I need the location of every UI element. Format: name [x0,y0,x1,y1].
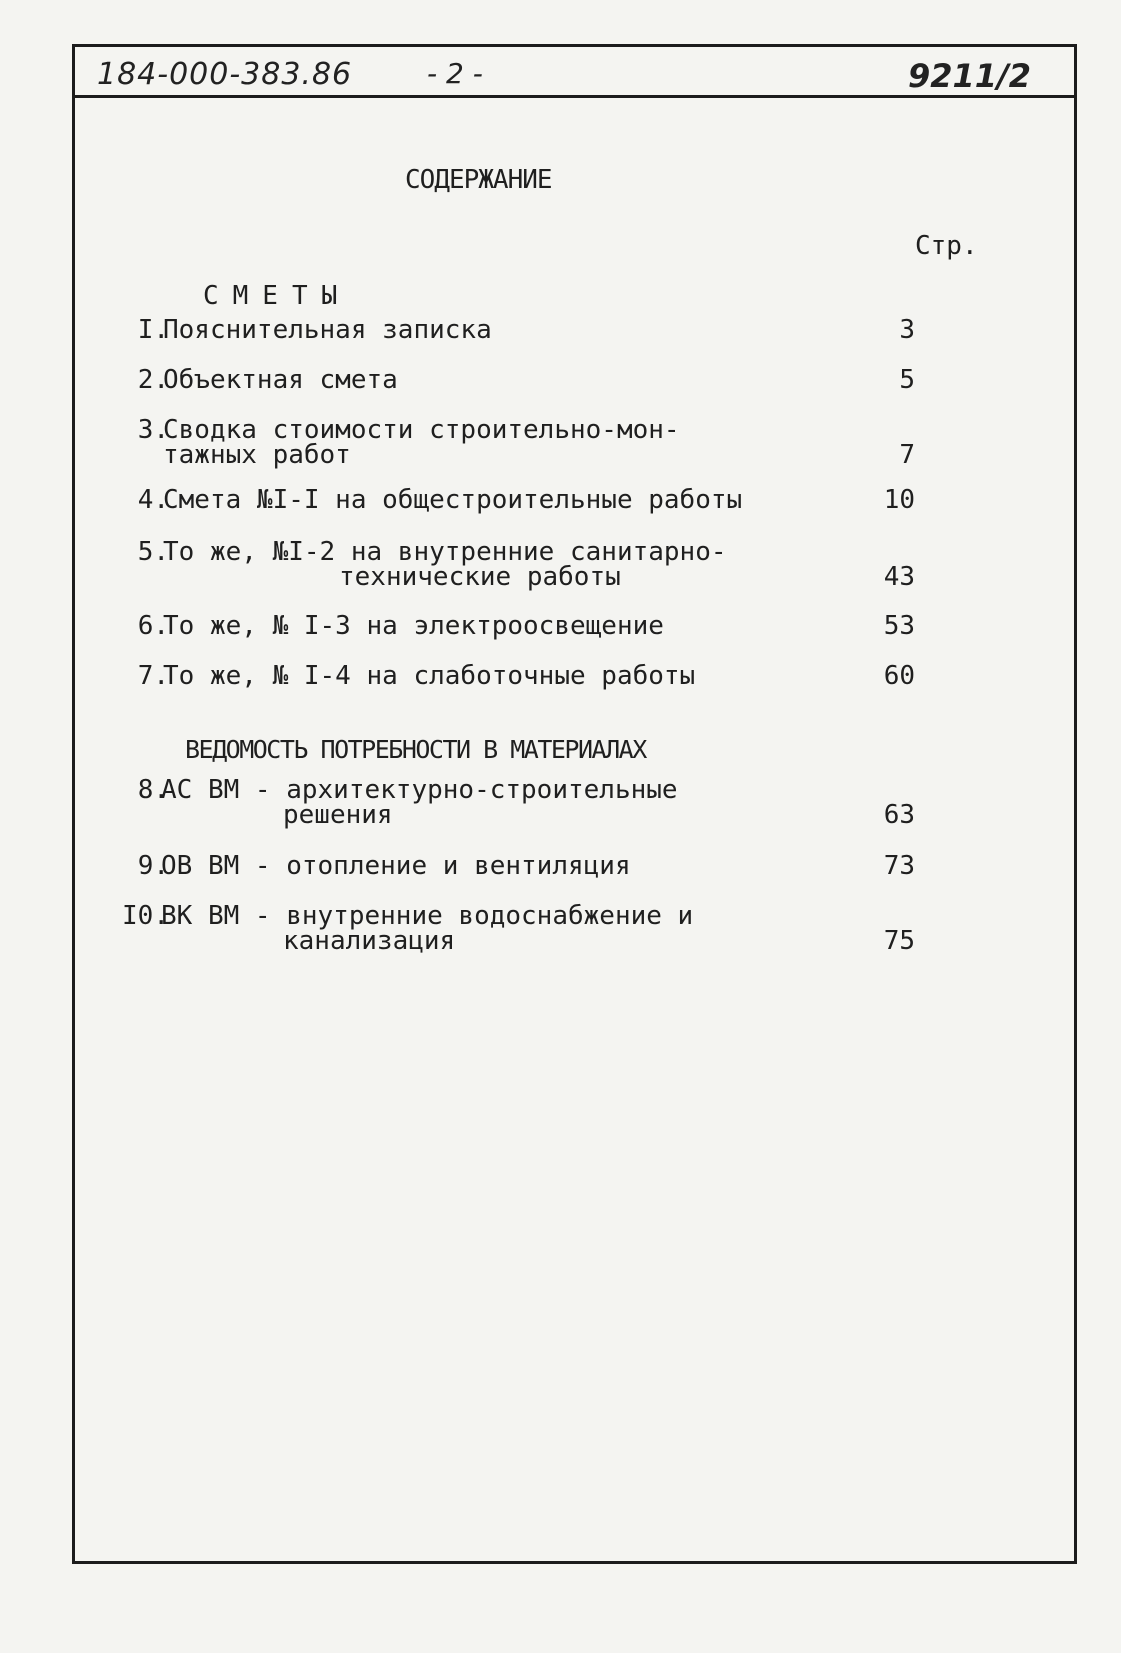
section-heading-vedomost: ВЕДОМОСТЬ ПОТРЕБНОСТИ В МАТЕРИАЛАХ [185,735,646,764]
entry-number: 7. [137,661,169,691]
entry-number: 5. [137,537,169,567]
section-heading-smety: СМЕТЫ [203,281,352,311]
entry-text: Пояснительная записка [163,315,492,345]
page-column-label: Стр. [915,231,978,261]
entry-number: 4. [137,485,169,515]
entry-text: Смета №I-I на общестроительные работы [163,485,743,515]
entry-text-continued: канализация [283,926,456,956]
entry-text: ВК ВМ - внутренние водоснабжение и [161,901,694,931]
entry-page: 5 [899,365,915,395]
entry-page: 53 [883,611,915,641]
entry-text-continued: технические работы [339,562,621,592]
entry-number: I. [137,315,169,345]
entry-number: 3. [137,415,169,445]
page-title: СОДЕРЖАНИЕ [405,165,552,195]
entry-text: ОВ ВМ - отопление и вентиляция [161,851,631,881]
page-frame [72,44,1077,1564]
entry-page: 3 [899,315,915,345]
header-divider [75,95,1074,98]
entry-number: 6. [137,611,169,641]
entry-text: То же, № I-4 на слаботочные работы [163,661,696,691]
entry-text-continued: тажных работ [163,440,351,470]
entry-text-continued: решения [283,800,393,830]
entry-page: 75 [883,926,915,956]
entry-page: 63 [883,800,915,830]
entry-number: I0. [122,901,169,931]
entry-number: 2. [137,365,169,395]
entry-page: 60 [883,661,915,691]
document-code: 184-000-383.86 [97,57,353,92]
entry-page: 7 [899,440,915,470]
entry-number: 9. [137,851,169,881]
entry-text: Сводка стоимости строительно-мон- [163,415,680,445]
entry-page: 73 [883,851,915,881]
entry-text: Объектная смета [163,365,398,395]
entry-number: 8. [137,775,169,805]
entry-page: 43 [883,562,915,592]
sheet-number: 9211/2 [908,57,1032,95]
entry-text: То же, № I-3 на электроосвещение [163,611,664,641]
entry-text: АС ВМ - архитектурно-строительные [161,775,678,805]
entry-page: 10 [883,485,915,515]
page-number: - 2 - [427,57,483,90]
entry-text: То же, №I-2 на внутренние санитарно- [163,537,727,567]
